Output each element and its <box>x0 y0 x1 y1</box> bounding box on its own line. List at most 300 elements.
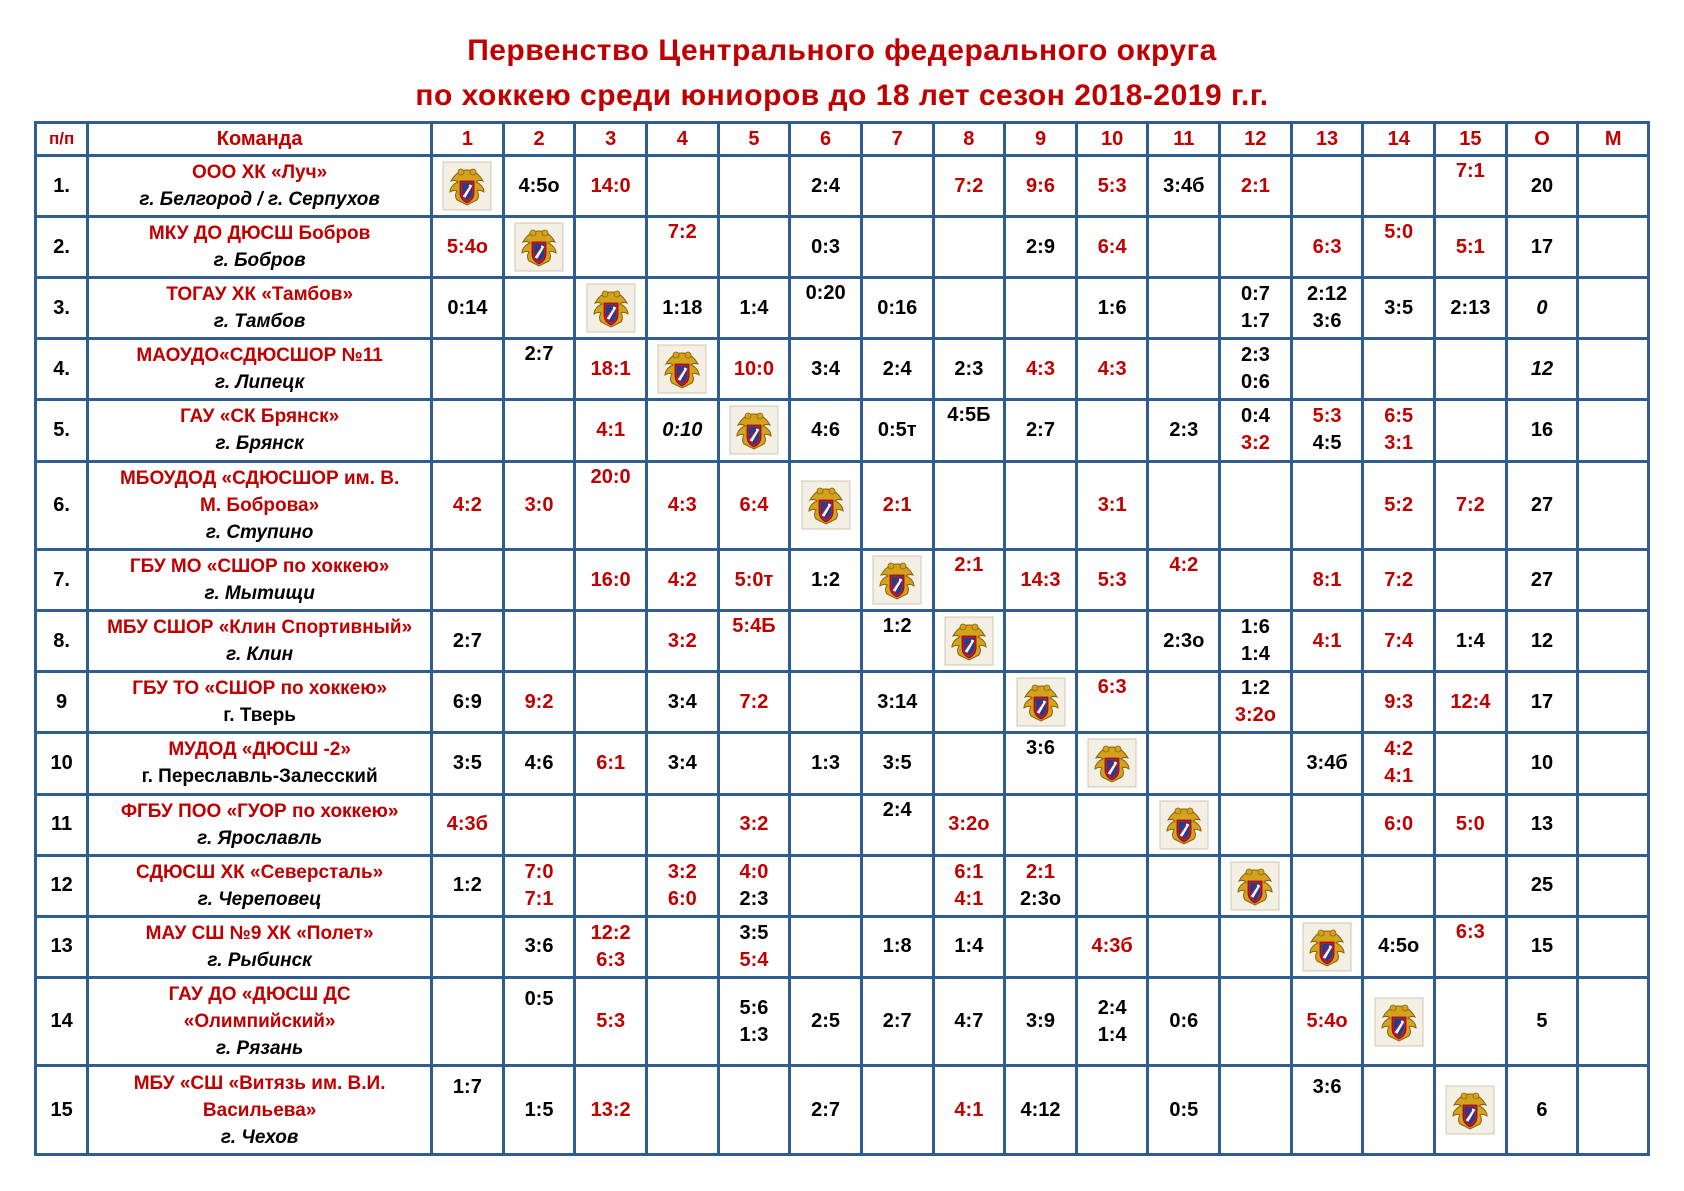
match-score: 4:5о <box>518 174 560 197</box>
score-cell <box>503 855 575 916</box>
score-cell <box>718 916 790 977</box>
match-score: 1:7 <box>452 1076 482 1099</box>
match-score: 2:3 <box>1169 418 1199 441</box>
team-city: г. Клин <box>226 644 294 666</box>
match-score: 2:3о <box>1019 887 1062 910</box>
place-cell <box>1578 156 1649 217</box>
header-place: М <box>1578 123 1649 156</box>
team-name: ФГБУ ПОО «ГУОР по хоккею» <box>120 800 399 822</box>
match-score: 2:4 <box>1097 996 1127 1019</box>
score-cell <box>1076 672 1148 733</box>
team-name: ГАУ ДО «ДЮСШ ДС <box>168 984 351 1006</box>
match-score: 3:9 <box>1026 1010 1055 1033</box>
match-score: 1:4 <box>954 935 984 958</box>
match-score: 5:3 <box>1312 405 1342 428</box>
federation-emblem-icon <box>1087 738 1137 788</box>
match-score: 5:3 <box>1097 568 1127 591</box>
score-cell <box>1005 156 1077 217</box>
points-cell: 25 <box>1506 855 1578 916</box>
match-score: 7:2 <box>667 221 697 244</box>
match-score: 3:4 <box>667 690 697 713</box>
table-row <box>36 156 1649 217</box>
score-cell <box>432 550 504 611</box>
federation-emblem-icon <box>801 480 851 530</box>
score-cell <box>933 855 1005 916</box>
team-city: г. Ярославль <box>197 827 323 849</box>
team-name: МКУ ДО ДЮСШ Бобров <box>148 223 371 245</box>
score-cell <box>1005 611 1077 672</box>
score-cell <box>432 611 504 672</box>
federation-emblem-icon <box>1445 1085 1495 1135</box>
federation-emblem-icon <box>514 222 564 272</box>
score-cell <box>575 855 647 916</box>
score-cell <box>790 550 862 611</box>
score-cell <box>861 400 933 461</box>
score-cell <box>646 550 718 611</box>
team-cell <box>88 855 432 916</box>
score-cell <box>1220 156 1292 217</box>
score-cell <box>1291 400 1363 461</box>
match-score: 6:3 <box>1097 676 1127 699</box>
score-cell <box>1291 217 1363 278</box>
header-col: 1 <box>432 123 504 156</box>
match-score: 8:1 <box>1312 568 1342 591</box>
federation-emblem-icon <box>729 405 779 455</box>
match-score: 7:2 <box>1384 568 1414 591</box>
match-score: 0:5т <box>877 418 917 441</box>
score-cell <box>790 794 862 855</box>
match-score: 1:4 <box>1097 1023 1127 1046</box>
score-cell <box>1005 855 1077 916</box>
score-cell <box>790 156 862 217</box>
match-score: 1:8 <box>882 935 912 958</box>
team-city: г. Рыбинск <box>207 949 312 971</box>
federation-emblem-icon <box>1230 861 1280 911</box>
match-score: 1:4 <box>1455 629 1485 652</box>
score-cell <box>718 156 790 217</box>
page-subtitle: по хоккею среди юниоров до 18 лет сезон 2018-2019 г.г. <box>415 79 1269 112</box>
team-cell <box>88 611 432 672</box>
match-score: 5:2 <box>1384 493 1414 516</box>
score-cell <box>861 977 933 1066</box>
match-score: 9:3 <box>1384 690 1414 713</box>
match-score: 2:4 <box>811 174 841 197</box>
score-cell <box>1220 672 1292 733</box>
score-cell <box>1148 916 1220 977</box>
score-cell <box>1220 339 1292 400</box>
page-title: Первенство Центрального федерального округа <box>467 34 1217 67</box>
match-score: 3:6 <box>1026 737 1055 760</box>
score-cell <box>1148 1066 1220 1155</box>
score-cell <box>575 217 647 278</box>
score-cell <box>1435 672 1507 733</box>
diagonal-emblem-cell <box>1363 977 1435 1066</box>
match-score: 3:2о <box>1234 704 1276 727</box>
federation-emblem-icon <box>1374 997 1424 1047</box>
match-score: 2:7 <box>882 1010 912 1033</box>
score-cell <box>1435 733 1507 794</box>
score-cell <box>575 611 647 672</box>
match-score: 2:9 <box>1026 235 1055 258</box>
match-score: 3:14 <box>877 690 918 713</box>
match-score: 1:2 <box>882 615 912 638</box>
score-cell <box>1220 217 1292 278</box>
row-number: 10 <box>36 733 88 794</box>
match-score: 2:13 <box>1450 296 1491 319</box>
score-cell <box>1005 339 1077 400</box>
match-score: 2:1 <box>954 554 984 577</box>
diagonal-emblem-cell <box>646 339 718 400</box>
table-row <box>36 217 1649 278</box>
table-row <box>36 1066 1649 1155</box>
match-score: 0:6 <box>1169 1010 1199 1033</box>
score-cell <box>1435 794 1507 855</box>
score-cell <box>1363 156 1435 217</box>
score-cell <box>718 611 790 672</box>
match-score: 7:2 <box>954 174 984 197</box>
team-name: Васильева» <box>202 1099 317 1121</box>
score-cell <box>1291 733 1363 794</box>
match-score: 5:4о <box>446 235 488 258</box>
score-cell <box>1076 156 1148 217</box>
federation-emblem-icon <box>1016 677 1066 727</box>
score-cell <box>575 156 647 217</box>
diagonal-emblem-cell <box>933 611 1005 672</box>
score-cell <box>1076 339 1148 400</box>
match-score: 2:1 <box>1026 860 1055 883</box>
score-cell <box>1148 400 1220 461</box>
match-score: 3:4 <box>811 357 841 380</box>
match-score: 9:2 <box>524 690 554 713</box>
match-score: 1:2 <box>811 568 841 591</box>
match-score: 0:4 <box>1240 405 1270 428</box>
points-cell: 27 <box>1506 461 1578 550</box>
header-col: 5 <box>718 123 790 156</box>
score-cell <box>933 794 1005 855</box>
team-city: г. Липецк <box>215 372 305 394</box>
match-score: 3:6 <box>524 935 554 958</box>
score-cell <box>1363 855 1435 916</box>
score-cell <box>1435 461 1507 550</box>
score-cell <box>1076 916 1148 977</box>
points-cell: 6 <box>1506 1066 1578 1155</box>
score-cell <box>1291 794 1363 855</box>
score-cell <box>933 278 1005 339</box>
score-cell <box>1291 855 1363 916</box>
score-cell <box>646 611 718 672</box>
match-score: 5:0т <box>734 568 774 591</box>
match-score: 3:6 <box>1312 1076 1342 1099</box>
match-score: 4:0 <box>739 860 769 883</box>
score-cell <box>1435 339 1507 400</box>
match-score: 2:5 <box>811 1010 841 1033</box>
place-cell <box>1578 339 1649 400</box>
row-number: 1. <box>36 156 88 217</box>
score-cell <box>575 916 647 977</box>
score-cell <box>575 339 647 400</box>
score-cell <box>503 794 575 855</box>
table-row <box>36 916 1649 977</box>
score-cell <box>1220 400 1292 461</box>
match-score: 4:5о <box>1378 935 1420 958</box>
place-cell <box>1578 672 1649 733</box>
score-cell <box>933 733 1005 794</box>
match-score: 4:1 <box>1384 765 1414 788</box>
score-cell <box>1148 550 1220 611</box>
match-score: 3:2о <box>948 813 990 836</box>
match-score: 4:1 <box>596 418 626 441</box>
match-score: 4:2 <box>667 568 697 591</box>
score-cell <box>1076 977 1148 1066</box>
score-cell <box>1005 916 1077 977</box>
match-score: 2:7 <box>524 343 554 366</box>
score-cell <box>861 611 933 672</box>
score-cell <box>646 400 718 461</box>
score-cell <box>1291 156 1363 217</box>
score-cell <box>861 794 933 855</box>
table-row <box>36 461 1649 550</box>
score-cell <box>503 156 575 217</box>
match-score: 3:2 <box>667 629 697 652</box>
match-score: 4:6 <box>811 418 841 441</box>
match-score: 2:4 <box>882 357 912 380</box>
row-number: 14 <box>36 977 88 1066</box>
header-col: 12 <box>1220 123 1292 156</box>
match-score: 3:2 <box>667 860 697 883</box>
match-score: 7:2 <box>739 690 769 713</box>
match-score: 4:3б <box>1091 935 1133 958</box>
score-cell <box>1005 278 1077 339</box>
points-cell: 12 <box>1506 339 1578 400</box>
diagonal-emblem-cell <box>1220 855 1292 916</box>
score-cell <box>503 339 575 400</box>
table-row <box>36 400 1649 461</box>
diagonal-emblem-cell <box>503 217 575 278</box>
score-cell <box>1363 217 1435 278</box>
team-cell <box>88 794 432 855</box>
score-cell <box>933 916 1005 977</box>
team-name: МБУ «СШ «Витязь им. В.И. <box>133 1072 386 1094</box>
header-row <box>36 123 1649 156</box>
score-cell <box>1435 977 1507 1066</box>
match-score: 5:0 <box>1384 221 1414 244</box>
score-cell <box>432 461 504 550</box>
match-score: 5:1 <box>1455 235 1485 258</box>
score-cell <box>432 733 504 794</box>
row-number: 11 <box>36 794 88 855</box>
score-cell <box>718 1066 790 1155</box>
match-score: 1:4 <box>1240 643 1270 666</box>
place-cell <box>1578 217 1649 278</box>
place-cell <box>1578 977 1649 1066</box>
header-col: 11 <box>1148 123 1220 156</box>
match-score: 1:4 <box>739 296 769 319</box>
score-cell <box>718 278 790 339</box>
score-cell <box>1363 339 1435 400</box>
match-score: 14:0 <box>590 174 631 197</box>
score-cell <box>432 400 504 461</box>
score-cell <box>790 611 862 672</box>
score-cell <box>1291 550 1363 611</box>
score-cell <box>1148 461 1220 550</box>
row-number: 2. <box>36 217 88 278</box>
score-cell <box>575 733 647 794</box>
federation-emblem-icon <box>944 616 994 666</box>
match-score: 2:1 <box>1240 174 1270 197</box>
score-cell <box>1435 550 1507 611</box>
header-col: 6 <box>790 123 862 156</box>
team-cell <box>88 217 432 278</box>
match-score: 5:3 <box>1097 174 1127 197</box>
match-score: 3:6 <box>1312 310 1342 333</box>
match-score: 2:4 <box>882 798 912 821</box>
team-cell <box>88 400 432 461</box>
score-cell <box>1291 611 1363 672</box>
score-cell <box>861 1066 933 1155</box>
score-cell <box>1076 611 1148 672</box>
score-cell <box>432 1066 504 1155</box>
match-score: 4:1 <box>954 1098 984 1121</box>
table-body <box>36 156 1649 1155</box>
score-cell <box>1148 855 1220 916</box>
place-cell <box>1578 550 1649 611</box>
score-cell <box>1435 855 1507 916</box>
team-name: МБУ СШОР «Клин Спортивный» <box>107 617 413 639</box>
match-score: 1:3 <box>811 751 841 774</box>
match-score: 6:4 <box>739 493 769 516</box>
match-score: 2:7 <box>1026 418 1055 441</box>
match-score: 6:5 <box>1384 405 1414 428</box>
team-city: г. Чехов <box>220 1126 299 1148</box>
place-cell <box>1578 855 1649 916</box>
federation-emblem-icon <box>1159 800 1209 850</box>
match-score: 7:1 <box>524 887 554 910</box>
match-score: 13:2 <box>590 1098 631 1121</box>
points-cell: 27 <box>1506 550 1578 611</box>
team-cell <box>88 977 432 1066</box>
diagonal-emblem-cell <box>575 278 647 339</box>
score-cell <box>646 461 718 550</box>
points-cell: 0 <box>1506 278 1578 339</box>
federation-emblem-icon <box>1302 922 1352 972</box>
place-cell <box>1578 916 1649 977</box>
score-cell <box>575 400 647 461</box>
match-score: 3:0 <box>524 493 554 516</box>
place-cell <box>1578 733 1649 794</box>
match-score: 18:1 <box>590 357 631 380</box>
score-cell <box>718 550 790 611</box>
score-cell <box>933 156 1005 217</box>
score-cell <box>1220 278 1292 339</box>
match-score: 1:7 <box>1240 310 1270 333</box>
match-score: 6:3 <box>1455 920 1485 943</box>
diagonal-emblem-cell <box>861 550 933 611</box>
score-cell <box>718 339 790 400</box>
score-cell <box>575 1066 647 1155</box>
federation-emblem-icon <box>872 555 922 605</box>
row-number: 9 <box>36 672 88 733</box>
header-col: 9 <box>1005 123 1077 156</box>
match-score: 7:4 <box>1384 629 1414 652</box>
score-cell <box>861 278 933 339</box>
match-score: 6:1 <box>596 751 626 774</box>
row-number: 12 <box>36 855 88 916</box>
score-cell <box>790 278 862 339</box>
score-cell <box>646 916 718 977</box>
federation-emblem-icon <box>586 283 636 333</box>
match-score: 2:3 <box>1240 344 1270 367</box>
points-cell: 17 <box>1506 672 1578 733</box>
header-points: О <box>1506 123 1578 156</box>
points-cell: 17 <box>1506 217 1578 278</box>
score-cell <box>575 461 647 550</box>
place-cell <box>1578 461 1649 550</box>
match-score: 4:3б <box>446 813 489 836</box>
score-cell <box>790 217 862 278</box>
score-cell <box>1291 278 1363 339</box>
score-cell <box>646 855 718 916</box>
team-name: М. Боброва» <box>200 494 320 516</box>
score-cell <box>790 855 862 916</box>
standings-table <box>34 121 1650 1156</box>
score-cell <box>646 1066 718 1155</box>
score-cell <box>432 278 504 339</box>
table-row <box>36 611 1649 672</box>
score-cell <box>1148 977 1220 1066</box>
team-city: г. Рязань <box>215 1038 304 1060</box>
score-cell <box>933 217 1005 278</box>
header-col: 15 <box>1435 123 1507 156</box>
team-name: ООО ХК «Луч» <box>192 162 328 184</box>
match-score: 3:5 <box>452 751 482 774</box>
diagonal-emblem-cell <box>1148 794 1220 855</box>
score-cell <box>1220 794 1292 855</box>
match-score: 4:7 <box>954 1010 984 1033</box>
score-cell <box>503 733 575 794</box>
score-cell <box>646 672 718 733</box>
score-cell <box>1363 611 1435 672</box>
points-cell: 20 <box>1506 156 1578 217</box>
match-score: 0:3 <box>811 235 841 258</box>
match-score: 7:0 <box>524 860 554 883</box>
header-col: 4 <box>646 123 718 156</box>
team-name: «Олимпийский» <box>183 1011 336 1033</box>
place-cell <box>1578 400 1649 461</box>
score-cell <box>1005 550 1077 611</box>
score-cell <box>503 611 575 672</box>
score-cell <box>1148 733 1220 794</box>
match-score: 2:3о <box>1163 629 1205 652</box>
table-row <box>36 977 1649 1066</box>
score-cell <box>1220 733 1292 794</box>
score-cell <box>1291 977 1363 1066</box>
header-col: 13 <box>1291 123 1363 156</box>
match-score: 0:7 <box>1240 283 1270 306</box>
table-row <box>36 672 1649 733</box>
team-city: г. Тверь <box>223 705 296 727</box>
score-cell <box>718 794 790 855</box>
place-cell <box>1578 278 1649 339</box>
team-name: ТОГАУ ХК «Тамбов» <box>166 284 354 306</box>
header-col: 14 <box>1363 123 1435 156</box>
score-cell <box>861 339 933 400</box>
score-cell <box>503 278 575 339</box>
score-cell <box>1363 733 1435 794</box>
score-cell <box>1363 278 1435 339</box>
score-cell <box>1148 672 1220 733</box>
table-row <box>36 855 1649 916</box>
points-cell: 13 <box>1506 794 1578 855</box>
